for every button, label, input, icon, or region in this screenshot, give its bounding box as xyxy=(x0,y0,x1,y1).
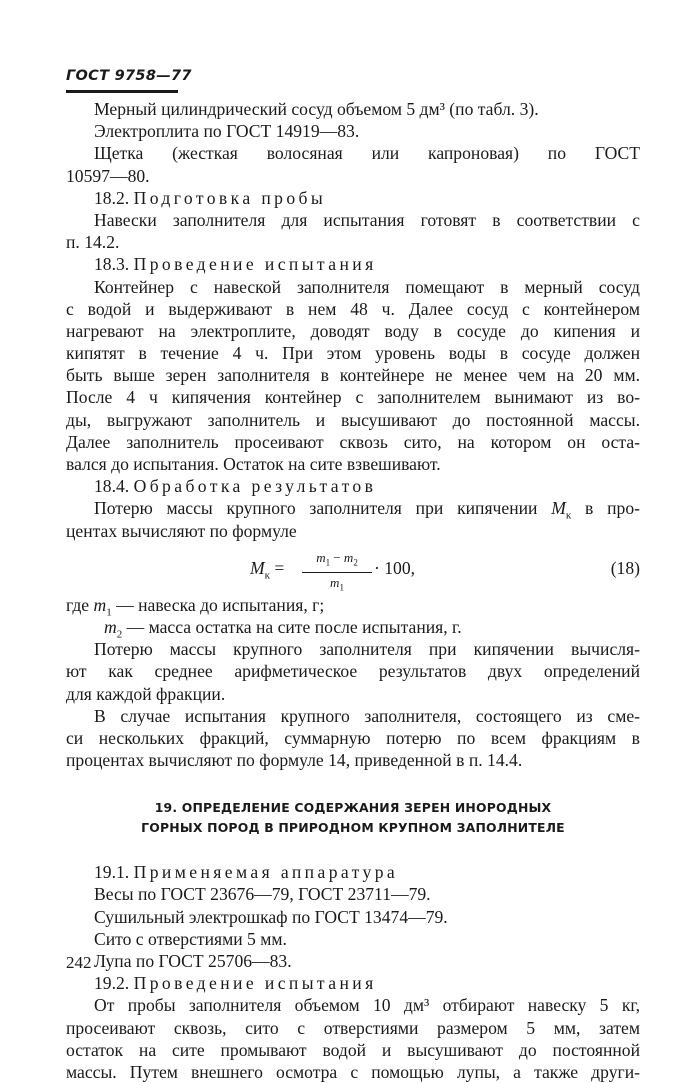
text-line: Контейнер с навеской заполнителя помещают в мерный сосуд xyxy=(94,276,640,297)
text-line: кипятят в течение 4 ч. При этом уровень воды в сосуде должен xyxy=(66,343,640,364)
formula-body xyxy=(250,549,470,593)
paragraph-loss-line: Потерю массы крупного заполнителя при кипячении $M_к$ в про- xyxy=(94,498,640,520)
apparatus-list-19 xyxy=(66,883,640,972)
text-line: с водой и выдерживают в нем 48 ч. Далее сосуд с контейнером xyxy=(66,298,640,319)
paragraph-average xyxy=(66,638,640,771)
text-line: нагревают на электроплите, доводят воду в сосуде до кипения и xyxy=(66,320,640,341)
subsection-heading: Подготовка пробы xyxy=(133,187,327,208)
text-line: 10597—80. xyxy=(66,165,150,186)
subsection-number: 18.4. xyxy=(94,476,130,497)
text-line: После 4 ч кипячения контейнер с заполнителем вынимают из во- xyxy=(66,387,640,408)
subsection-heading: Обработка результатов xyxy=(133,476,377,497)
text-line: Потерю массы крупного заполнителя при кипячении вычисля- xyxy=(94,639,640,660)
text-line: От пробы заполнителя объемом 10 дм³ отбирают навеску 5 кг, xyxy=(94,995,640,1016)
formula-rhs: · 100, xyxy=(374,557,416,578)
spacer xyxy=(66,838,640,861)
text-line: для каждой фракции. xyxy=(66,683,226,704)
text-line: Лупа по ГОСТ 25706—83. xyxy=(94,951,292,971)
subsection-number: 18.3. xyxy=(94,254,130,275)
text-line: массы. Путем внешнего осмотра с помощью лупы, а также други- xyxy=(66,1061,640,1082)
subsection-18-4 xyxy=(66,475,640,497)
text-line: остаток на сите промывают водой и высушивают до постоянной xyxy=(66,1039,640,1060)
fraction-bar xyxy=(302,572,372,573)
where-line-1: где $m_1$ — навеска до испытания, г; xyxy=(66,594,325,619)
paragraph-19-2 xyxy=(66,994,640,1083)
text-line: Электроплита по ГОСТ 14919—83. xyxy=(94,121,360,142)
page-number: 242 xyxy=(66,953,92,972)
text-line: си нескольких фракций, суммарную потерю по всем фракциям в xyxy=(66,727,640,748)
subsection-number: 18.2. xyxy=(94,187,130,208)
formula-lhs: $M_к$ = xyxy=(250,557,285,582)
text-line: Далее заполнитель просеивают сквозь сито, на котором он оста- xyxy=(66,431,640,452)
subsection-number: 19.2. xyxy=(94,973,130,994)
text-line: Сушильный электрошкаф по ГОСТ 13474—79. xyxy=(94,906,448,927)
spacer xyxy=(66,771,640,798)
formula-number: (18) xyxy=(610,557,640,578)
paragraph-loss-line-2: центах вычисляют по формуле xyxy=(66,520,297,541)
subsection-18-3 xyxy=(66,253,640,275)
formula-denominator: $m_1$ xyxy=(330,575,344,593)
where-line-2: $m_2$ — масса остатка на сите после испытания, г. xyxy=(104,616,462,641)
running-header: ГОСТ 9758—77 xyxy=(66,68,192,84)
subsection-18-2 xyxy=(66,187,640,209)
text-line: вался до испытания. Остаток на сите взвешивают. xyxy=(66,454,441,474)
text-line: В случае испытания крупного заполнителя, состоящего из сме- xyxy=(94,705,640,726)
paragraph-18-2 xyxy=(66,209,640,253)
subsection-heading: Проведение испытания xyxy=(133,254,377,275)
paragraph-18-3 xyxy=(66,276,640,476)
formula-numerator: $m_1 - m_2$ xyxy=(316,549,358,568)
text-line: Сито с отверстиями 5 мм. xyxy=(94,928,287,949)
subsection-number: 19.1. xyxy=(94,862,130,883)
text-line: процентах вычисляют по формуле 14, приведенной в п. 14.4. xyxy=(66,750,523,771)
text-line: ют как среднее арифметическое результатов двух определений xyxy=(66,661,640,682)
text-line: п. 14.2. xyxy=(66,232,120,253)
text-line: Щетка (жесткая волосяная или капроновая) по ГОСТ xyxy=(94,143,640,164)
text-line: просеивают сквозь, сито с отверстиями размером 5 мм, затем xyxy=(66,1017,640,1038)
text-line: Весы по ГОСТ 23676—79, ГОСТ 23711—79. xyxy=(94,884,431,905)
apparatus-list-continued xyxy=(66,98,640,187)
page-body xyxy=(66,98,640,1083)
header-rule xyxy=(66,90,178,93)
formula-fraction xyxy=(300,549,374,597)
subsection-19-1 xyxy=(66,861,640,883)
formula-18 xyxy=(66,544,640,594)
text-line: ды, выгружают заполнитель и высушивают до постоянной массы. xyxy=(66,409,640,430)
text-line: Мерный цилиндрический сосуд объемом 5 дм³ (по табл. 3). xyxy=(94,99,539,119)
text-line: быть выше зерен заполнителя в контейнере не менее чем на 20 мм. xyxy=(66,365,640,386)
subsection-19-2 xyxy=(66,972,640,994)
subsection-heading: Применяемая аппаратура xyxy=(133,862,399,883)
subsection-heading: Проведение испытания xyxy=(133,973,377,994)
section-19-title-line-2: ГОРНЫХ ПОРОД В ПРИРОДНОМ КРУПНОМ ЗАПОЛНИТЕЛЕ xyxy=(141,820,565,836)
section-19-title-line-1: 19. ОПРЕДЕЛЕНИЕ СОДЕРЖАНИЯ ЗЕРЕН ИНОРОДНЫХ xyxy=(154,800,552,816)
text-line: Навески заполнителя для испытания готовят в соответствии с xyxy=(94,209,640,230)
